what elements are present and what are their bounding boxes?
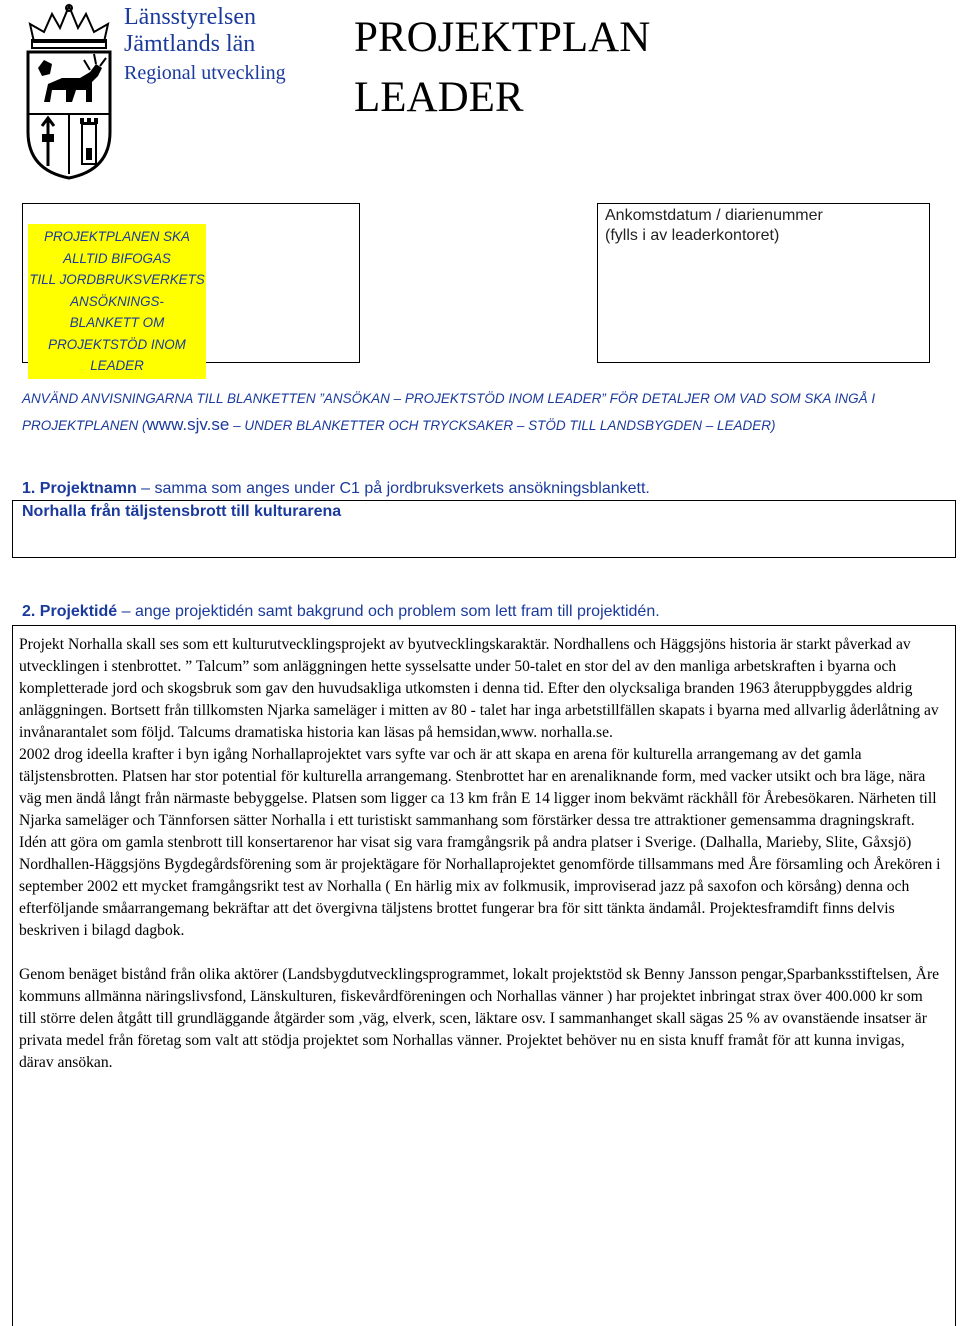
section2-title: Projektidé [35,603,118,620]
project-idea-text [19,634,943,1074]
document-title-line1: PROJEKTPLAN [354,14,651,61]
notice-line2: TILL JORDBRUKSVERKETS ANSÖKNINGS- [29,272,205,309]
idea-paragraph-2: 2002 drog ideella krafter i byn igång Norhallaprojektet vars syfte var och är att skapa en arena för kulturella arrangemang av det gamla täljstensbrotten. Platsen har stor potential för kulturella arrangemang. Stenbrottet har en arenaliknande form, med vacker utsikt och bra läge, nära väg men ändå långt från närmaste bebyggelse. Platsen som ligger ca 13 km från E 14 ligger inom bekvämt räckhåll för Årebesökaren. Närheten till Njarka sameläger och Tännforsen sätter Norhalla i ett turistiskt sammanhang som förstärker dessa tre attraktioner gemensamma dragningskraft. Idén att göra om gamla stenbrott till konsertarenor har visat sig vara framgångsrik på andra platser i Sverige. (Dalhalla, Marieby, Slite, Gåxsjö) Nordhallen-Häggsjöns Bygdegårdsförening som är projektägare för Norhallaprojektet genomförde tillsammans med Åre församling och Årekören i september 2002 ett mycket framgångsrikt test av Norhalla ( En härlig mix av folkmusik, improviserad jazz på saxofon och körsång) denna och efterföljande småarrangemang bekräftar att det övergivna täljstens brottet fungerar bra för sitt tänkta ändamål. Projektesframdift finns delvis beskriven i bilagd dagbok. [19,746,941,939]
arrival-date-label [605,206,823,246]
sjv-link[interactable]: www.sjv.se [146,415,230,434]
document-title [354,8,650,128]
instructions-text [22,386,902,439]
section2-heading [22,601,660,623]
notice-line4: LEADER [90,358,144,373]
instructions-part1: ANVÄND ANVISNINGARNA TILL BLANKETTEN ”ANSÖKAN – PROJEKTSTÖD INOM LEADER” FÖR DETALJER OM VAD SOM SKA INGÅ I PROJEKTPLANEN ( [22,391,876,433]
section2-instruction: – ange projektidén samt bakgrund och problem som lett fram till projektidén. [117,603,660,620]
section1-instruction: – samma som anges under C1 på jordbruksverkets ansökningsblankett. [136,480,650,497]
arrival-label-line1: Ankomstdatum / diarienummer [605,207,823,224]
arrival-label-line2: (fylls i av leaderkontoret) [605,227,780,244]
organization-name [124,4,286,86]
section2-number: 2. [22,603,36,620]
idea-paragraph-1: Projekt Norhalla skall ses som ett kulturutvecklingsprojekt av byutvecklingskaraktär. Nordhallens och Häggsjöns historia är starkt påverkad av utvecklingen i stenbrottet. ” Talcum” som anläggningen hette sysselsatte under 50-talet en stor del av den manliga arbetskraften i byarna och kompletterade jord och skogsbruk som gav den huvudsakliga utkomsten i denna tid. Efter den olycksaliga branden 1963 återuppbyggdes aldrig anläggningen. Bortsett från tillkomsten Njarka sameläger i mitten av 80 - talet har inga arbetstillfällen skapats i byarna med allvarlig åderlåtning av invånarantalet som följd. Talcums dramatiska historia kan läsas på hemsidan,www. norhalla.se. [19,636,939,741]
notice-highlight [28,224,206,379]
org-department: Regional utveckling [124,62,286,84]
section1-title: . Projektnamn [30,480,137,497]
coat-of-arms-icon [22,2,116,180]
notice-line3: BLANKETT OM PROJEKTSTÖD INOM [48,315,186,352]
document-title-line2: LEADER [354,74,524,121]
section1-number: 1 [22,480,31,497]
org-name-line1: Länsstyrelsen [124,4,256,30]
org-name-line2: Jämtlands län [124,31,256,57]
section1-heading [22,478,650,500]
instructions-part2: – UNDER BLANKETTER OCH TRYCKSAKER – STÖD TILL LANDSBYGDEN – LEADER) [229,418,776,433]
project-name-value: Norhalla från täljstensbrott till kulturarena [22,503,342,520]
idea-paragraph-3: Genom benäget bistånd från olika aktörer (Landsbygdutvecklingsprogrammet, lokalt projektstöd sk Benny Jansson pengar,Sparbanksstiftelsen, Åre kommuns allmänna näringslivsfond, Länskulturen, fiskevårdföreningen och Norhallas vänner ) har projektet inbringat strax över 400.000 kr som till större delen åtgått till grundläggande åtgärder som ,väg, elverk, scen, läktare osv. I sammanhanget skall sägas 25 % av ovanstäende insatser är privata medel från företag som valt att stödja projektet som Norhallas vänner. Projektet behöver nu en sista knuff framåt för att kunna invigas, därav ansökan. [19,966,940,1071]
notice-line1: PROJEKTPLANEN SKA ALLTID BIFOGAS [44,229,190,266]
